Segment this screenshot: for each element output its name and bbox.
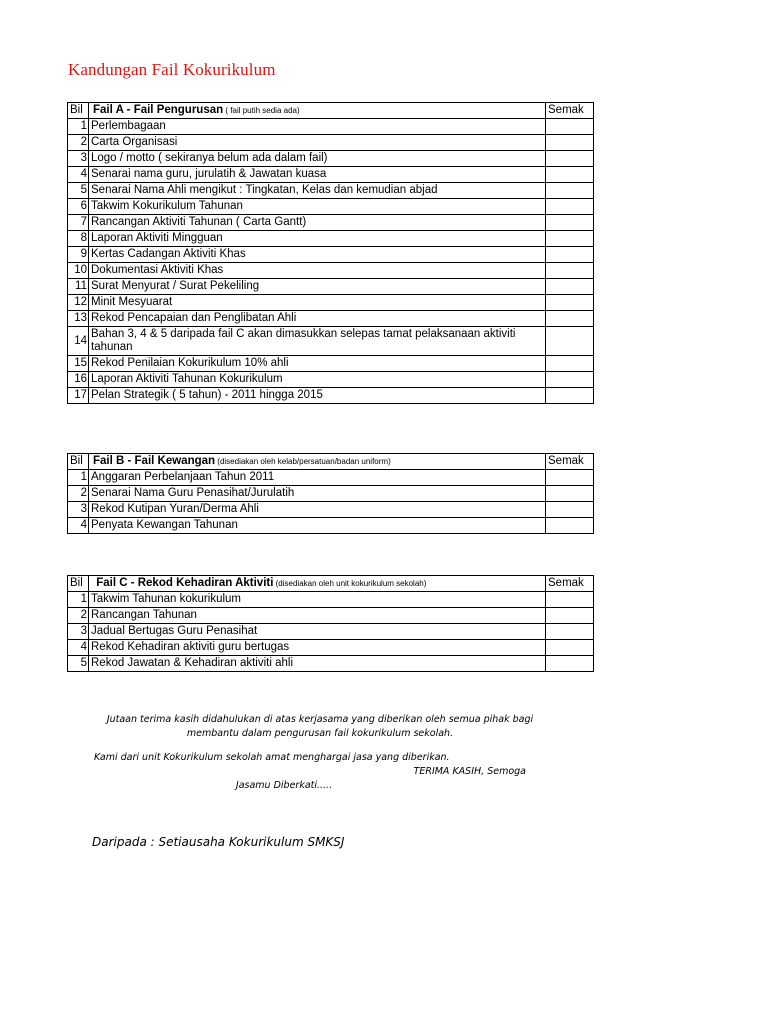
- thanks-line: membantu dalam pengurusan fail kokurikulum sekolah.: [186, 728, 454, 739]
- thanks-message: [95, 713, 545, 741]
- table-row: [68, 119, 594, 135]
- table-row: [68, 183, 594, 199]
- table-row: [68, 263, 594, 279]
- row-number: 13: [68, 311, 89, 327]
- row-number: 5: [68, 656, 89, 672]
- row-item-text: Logo / motto ( sekiranya belum ada dalam fail): [89, 151, 546, 167]
- table-row: [68, 624, 594, 640]
- row-number: 2: [68, 608, 89, 624]
- row-number: 14: [68, 327, 89, 356]
- table-row: [68, 135, 594, 151]
- table-row: [68, 167, 594, 183]
- table-row: [68, 372, 594, 388]
- row-number: 4: [68, 640, 89, 656]
- table-row: [68, 502, 594, 518]
- semak-cell: [546, 215, 594, 231]
- row-item-text: Rekod Pencapaian dan Penglibatan Ahli: [89, 311, 546, 327]
- table-header-row: [68, 103, 594, 119]
- row-number: 2: [68, 486, 89, 502]
- semak-cell: [546, 263, 594, 279]
- row-item-text: Carta Organisasi: [89, 135, 546, 151]
- semak-cell: [546, 183, 594, 199]
- row-number: 5: [68, 183, 89, 199]
- appreciation-line: TERIMA KASIH, Semoga: [413, 766, 526, 777]
- row-number: 16: [68, 372, 89, 388]
- table-row: [68, 640, 594, 656]
- row-item-text: Penyata Kewangan Tahunan: [89, 518, 546, 534]
- row-number: 8: [68, 231, 89, 247]
- row-item-text: Minit Mesyuarat: [89, 295, 546, 311]
- heading-label: Fail A: [93, 104, 124, 116]
- table-row: [68, 279, 594, 295]
- row-item-text: Anggaran Perbelanjaan Tahun 2011: [89, 470, 546, 486]
- semak-cell: [546, 640, 594, 656]
- heading-label-rest: - Fail Pengurusan: [123, 104, 224, 116]
- row-item-text: Bahan 3, 4 & 5 daripada fail C akan dimasukkan selepas tamat pelaksanaan aktiviti tahunan: [89, 327, 546, 356]
- row-number: 1: [68, 592, 89, 608]
- table-row: [68, 518, 594, 534]
- row-item-text: Dokumentasi Aktiviti Khas: [89, 263, 546, 279]
- semak-cell: [546, 311, 594, 327]
- semak-cell: [546, 624, 594, 640]
- heading-note: ( fail putih sedia ada): [223, 106, 300, 115]
- row-number: 3: [68, 151, 89, 167]
- row-item-text: Rekod Penilaian Kokurikulum 10% ahli: [89, 356, 546, 372]
- table-row: [68, 592, 594, 608]
- semak-cell: [546, 279, 594, 295]
- semak-cell: [546, 518, 594, 534]
- semak-cell: [546, 135, 594, 151]
- semak-cell: [546, 592, 594, 608]
- semak-header: Semak: [546, 103, 594, 119]
- semak-cell: [546, 247, 594, 263]
- row-number: 10: [68, 263, 89, 279]
- bil-header: Bil: [68, 576, 89, 592]
- table-row: [68, 215, 594, 231]
- semak-cell: [546, 356, 594, 372]
- row-item-text: Takwim Kokurikulum Tahunan: [89, 199, 546, 215]
- semak-cell: [546, 502, 594, 518]
- heading-label: Fail C: [96, 577, 128, 589]
- semak-cell: [546, 167, 594, 183]
- heading-note: (disediakan oleh unit kokurikulum sekolah): [273, 579, 427, 588]
- table-row: [68, 356, 594, 372]
- row-item-text: Rancangan Aktiviti Tahunan ( Carta Gantt): [89, 215, 546, 231]
- row-item-text: Takwim Tahunan kokurikulum: [89, 592, 546, 608]
- semak-cell: [546, 656, 594, 672]
- fail-b-heading: [89, 454, 546, 470]
- table-row: [68, 327, 594, 356]
- appreciation-line: Kami dari unit Kokurikulum sekolah amat menghargai jasa yang diberikan.: [94, 752, 450, 763]
- table-row: [68, 608, 594, 624]
- heading-label-rest: - Fail Kewangan: [124, 455, 216, 467]
- row-item-text: Surat Menyurat / Surat Pekeliling: [89, 279, 546, 295]
- row-number: 11: [68, 279, 89, 295]
- row-item-text: Rekod Jawatan & Kehadiran aktiviti ahli: [89, 656, 546, 672]
- table-row: [68, 311, 594, 327]
- row-number: 6: [68, 199, 89, 215]
- table-row: [68, 388, 594, 404]
- row-item-text: Rekod Kutipan Yuran/Derma Ahli: [89, 502, 546, 518]
- row-number: 9: [68, 247, 89, 263]
- fail-a-table: [67, 102, 594, 404]
- row-number: 2: [68, 135, 89, 151]
- semak-cell: [546, 199, 594, 215]
- semak-cell: [546, 608, 594, 624]
- row-number: 4: [68, 167, 89, 183]
- row-number: 7: [68, 215, 89, 231]
- row-item-text: Perlembagaan: [89, 119, 546, 135]
- table-header-row: [68, 576, 594, 592]
- bil-header: Bil: [68, 454, 89, 470]
- semak-cell: [546, 119, 594, 135]
- row-number: 15: [68, 356, 89, 372]
- row-item-text: Laporan Aktiviti Mingguan: [89, 231, 546, 247]
- fail-c-heading: [89, 576, 546, 592]
- heading-label: Fail B: [93, 455, 125, 467]
- heading-note: (disediakan oleh kelab/persatuan/badan uniform): [215, 457, 391, 466]
- row-number: 4: [68, 518, 89, 534]
- row-item-text: Rancangan Tahunan: [89, 608, 546, 624]
- semak-cell: [546, 486, 594, 502]
- fail-b-table: [67, 453, 594, 534]
- semak-header: Semak: [546, 576, 594, 592]
- page-title: Kandungan Fail Kokurikulum: [68, 60, 276, 79]
- row-item-text: Senarai Nama Guru Penasihat/Jurulatih: [89, 486, 546, 502]
- row-number: 3: [68, 502, 89, 518]
- table-row: [68, 656, 594, 672]
- semak-header: Semak: [546, 454, 594, 470]
- semak-cell: [546, 295, 594, 311]
- row-item-text: Pelan Strategik ( 5 tahun) - 2011 hingga 2015: [89, 388, 546, 404]
- table-row: [68, 295, 594, 311]
- row-number: 1: [68, 119, 89, 135]
- table-row: [68, 199, 594, 215]
- row-item-text: Laporan Aktiviti Tahunan Kokurikulum: [89, 372, 546, 388]
- semak-cell: [546, 372, 594, 388]
- row-number: 1: [68, 470, 89, 486]
- semak-cell: [546, 327, 594, 356]
- table-header-row: [68, 454, 594, 470]
- row-item-text: Senarai nama guru, jurulatih & Jawatan kuasa: [89, 167, 546, 183]
- heading-label-rest: - Rekod Kehadiran Aktiviti: [127, 577, 274, 589]
- row-item-text: Kertas Cadangan Aktiviti Khas: [89, 247, 546, 263]
- bil-header: Bil: [68, 103, 89, 119]
- row-number: 17: [68, 388, 89, 404]
- thanks-line: Jutaan terima kasih didahulukan di atas kerjasama yang diberikan oleh semua pihak bagi: [106, 714, 534, 725]
- row-number: 12: [68, 295, 89, 311]
- signoff: Daripada : Setiausaha Kokurikulum SMKSJ: [92, 835, 345, 849]
- row-item-text: Jadual Bertugas Guru Penasihat: [89, 624, 546, 640]
- table-row: [68, 470, 594, 486]
- table-row: [68, 231, 594, 247]
- row-number: 3: [68, 624, 89, 640]
- appreciation-line: Jasamu Diberkati.....: [235, 780, 333, 791]
- fail-a-heading: [89, 103, 546, 119]
- table-row: [68, 151, 594, 167]
- semak-cell: [546, 151, 594, 167]
- row-item-text: Rekod Kehadiran aktiviti guru bertugas: [89, 640, 546, 656]
- semak-cell: [546, 231, 594, 247]
- table-row: [68, 486, 594, 502]
- row-item-text: Senarai Nama Ahli mengikut : Tingkatan, Kelas dan kemudian abjad: [89, 183, 546, 199]
- semak-cell: [546, 470, 594, 486]
- fail-c-table: [67, 575, 594, 672]
- semak-cell: [546, 388, 594, 404]
- table-row: [68, 247, 594, 263]
